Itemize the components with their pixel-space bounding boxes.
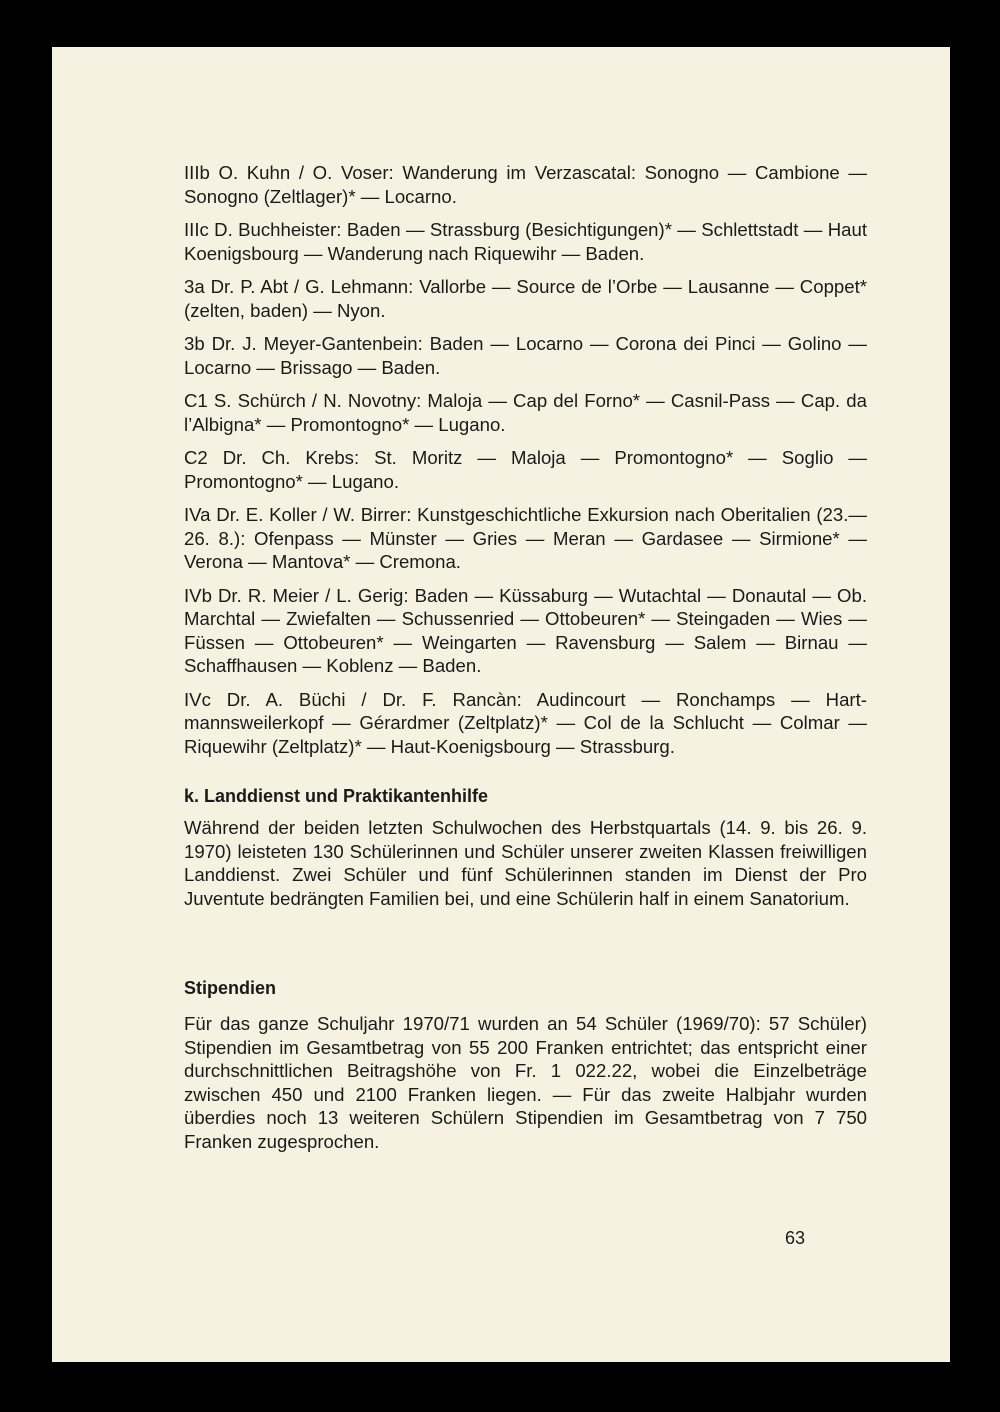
stipendien-heading: Stipendien bbox=[184, 978, 277, 998]
landdienst-paragraph: Während der beiden letzten Schulwochen des Herbstquartals (14. 9. bis 26. 9. 1970) leisteten 130 Schülerinnen und Schüler unserer zweiten Klassen freiwilligen Landdienst. Zwei Schüler und fünf Schülerinnen standen im Dienst der Pro Juventute bedrängten Familien bei, und eine Schülerin half in einem Sanatorium. bbox=[184, 817, 867, 909]
page-content bbox=[184, 161, 867, 1153]
excursion-entry: 3a Dr. P. Abt / G. Lehmann: Vallorbe — Source de l’Orbe — Lausanne — Coppet* (zelten, baden) — Nyon. bbox=[184, 276, 867, 321]
excursion-entry: IVb Dr. R. Meier / L. Gerig: Baden — Küssaburg — Wutachtal — Donautal — Ob. Marchtal — Zwiefalten — Schussenried — Ottobeuren* — Steingaden — Wies — Füssen — Ottobeuren* — Weingarten — Ravensburg — Salem — Birnau — Schaffhausen — Koblenz — Baden. bbox=[184, 584, 867, 676]
excursion-entry: C2 Dr. Ch. Krebs: St. Moritz — Maloja — Promontogno* — Soglio — Promontogno* — Lugano. bbox=[184, 447, 867, 492]
excursion-entry: IVc Dr. A. Büchi / Dr. F. Rancàn: Audincourt — Ronchamps — Hartmannsweilerkopf — Gérardmer (Zeltplatz)* — Col de la Schlucht — Colmar — Riquewihr (Zeltplatz)* — Haut-Koenigsbourg — Strassburg. bbox=[184, 688, 867, 757]
excursion-entry: IIIb O. Kuhn / O. Voser: Wanderung im Verzascatal: Sonogno — Cambione — Sonogno (Zeltlager)* — Locarno. bbox=[184, 162, 867, 207]
stipendien-paragraph: Für das ganze Schuljahr 1970/71 wurden an 54 Schüler (1969/70): 57 Schüler) Stipendien im Gesamtbetrag von 55 200 Franken entrichtet; das entspricht einer durchschnittlichen Beitragshöhe von Fr. 1 022.22, wobei die Einzelbeträge zwischen 450 und 2100 Franken liegen. — Für das zweite Halbjahr wurden überdies noch 13 weiteren Schülern Stipendien im Gesamtbetrag von 7 750 Franken zugesprochen. bbox=[184, 1013, 867, 1152]
excursion-entry: IVa Dr. E. Koller / W. Birrer: Kunstgeschichtliche Exkursion nach Oberitalien (23.—26. 8.): Ofenpass — Münster — Gries — Meran — Gardasee — Sirmione* — Verona — Mantova* — Cremona. bbox=[184, 504, 867, 572]
excursion-entry: IIIc D. Buchheister: Baden — Strassburg (Besichtigungen)* — Schlettstadt — Haut Koenigsbourg — Wanderung nach Riquewihr — Baden. bbox=[184, 219, 867, 264]
landdienst-heading: k. Landdienst und Praktikantenhilfe bbox=[184, 786, 489, 806]
document-page bbox=[52, 47, 950, 1362]
page-number: 63 bbox=[785, 1228, 806, 1248]
excursion-entry: C1 S. Schürch / N. Novotny: Maloja — Cap del Forno* — Casnil-Pass — Cap. da l’Albigna* — Promontogno* — Lugano. bbox=[184, 390, 867, 435]
excursion-entry: 3b Dr. J. Meyer-Gantenbein: Baden — Locarno — Corona dei Pinci — Golino — Locarno — Brissago — Baden. bbox=[184, 333, 867, 378]
